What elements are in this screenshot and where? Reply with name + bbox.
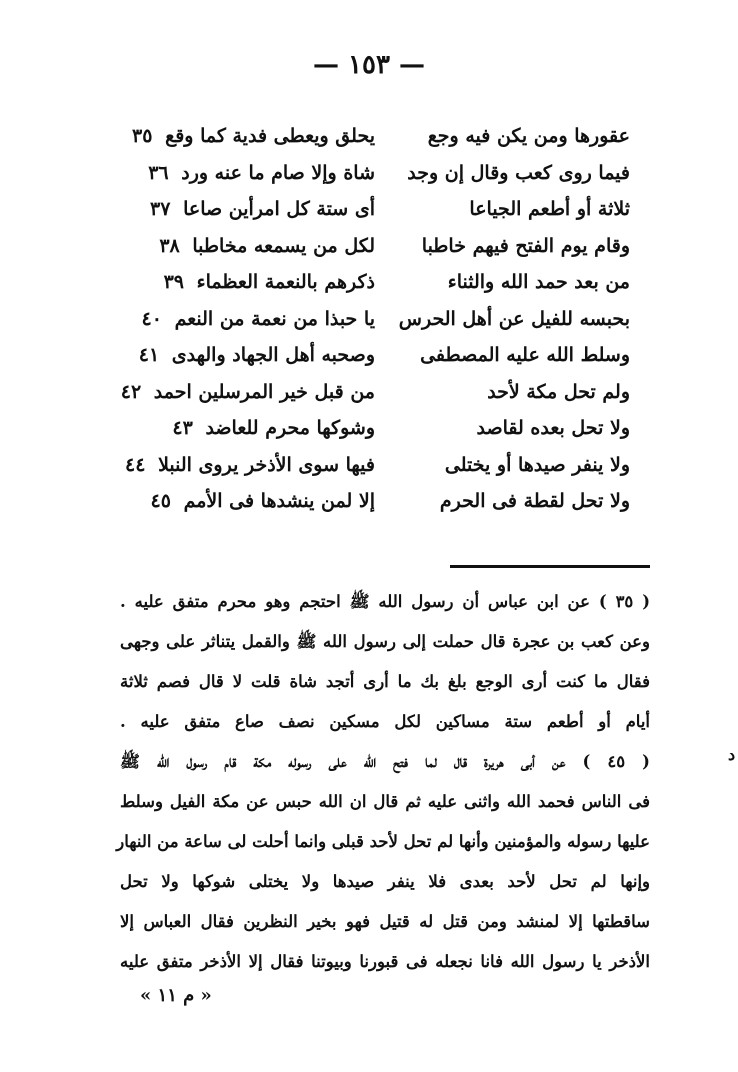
verse-second-hemistich [120,380,375,403]
verse-second-hemistich [138,344,375,367]
verse-second-hemistich-text: يحلق ويعطى فدية كما وقع [165,125,375,148]
verse-number: ٣٥ [132,125,153,148]
footnotes-block [116,582,651,982]
footnote-line: ( ٤٥ ) عن أبى هريرة قال لما فتح الله على رسوله مكة قام رسول الله ﷺ [120,752,650,771]
verse-second-hemistich-text: ذكرهم بالنعمة العظماء [196,271,375,294]
verse-first-hemistich: ولا ينفر صيدها أو يختلى [444,453,630,476]
footnote-line: فى الناس فحمد الله واثنى عليه ثم قال ان الله حبس عن مكة الفيل وسلط [120,792,650,811]
verse-second-hemistich [141,307,375,330]
verse-second-hemistich-text: فيها سوى الأذخر يروى النبلا [158,453,375,476]
poem-verse [120,374,630,411]
footnote-line: عليها رسوله والمؤمنين وأنها لم تحل لأحد قبلى وانما أحلت لى ساعة من النهار [116,832,650,851]
poem-verse [150,483,630,520]
verse-second-hemistich [125,453,375,476]
poem-block [120,118,630,520]
poem-verse [150,155,630,192]
verse-number: ٤٥ [150,490,171,513]
poem-verse [141,301,630,338]
verse-first-hemistich: وقام يوم الفتح فيهم خاطبا [421,234,630,257]
verse-first-hemistich: وسلط الله عليه المصطفى [420,344,630,367]
verse-number: ٤٢ [120,380,142,403]
poem-verse [150,228,630,265]
footnote-line: ( ٣٥ ) عن ابن عباس أن رسول الله ﷺ احتجم وهو محرم متفق عليه . [120,592,651,611]
verse-second-hemistich-text: لكل من يسمعه مخاطبا [192,234,375,257]
verse-first-hemistich: ولا تحل لقطة فى الحرم [439,490,630,513]
verse-number: ٣٨ [159,234,180,257]
verse-second-hemistich-text: يا حبذا من نعمة من النعم [174,307,375,330]
verse-first-hemistich: عقورها ومن يكن فيه وجع [427,125,630,148]
poem-verse [150,264,630,301]
verse-first-hemistich: ثلاثة أو أطعم الجياعا [469,198,630,221]
verse-second-hemistich-text: من قبل خير المرسلين احمد [153,380,375,403]
footnote-line: وعن كعب بن عجرة قال حملت إلى رسول الله ﷺ والقمل يتناثر على وجهى [120,632,650,651]
poem-verse [138,337,630,374]
verse-number: ٣٧ [150,198,171,221]
verse-second-hemistich-text: أى ستة كل امرأين صاعا [183,198,375,221]
verse-first-hemistich: من بعد حمد الله والثناء [447,271,630,294]
verse-second-hemistich [150,271,375,293]
footnote-separator [450,565,650,568]
verse-number: ٣٩ [163,271,185,294]
verse-first-hemistich: فيما روى كعب وقال إن وجد [407,161,630,184]
verse-first-hemistich: بحبسه للفيل عن أهل الحرس [398,307,630,330]
poem-verse [125,447,630,484]
verse-number: ٤٤ [125,453,146,476]
verse-second-hemistich-text: شاة وإلا صام ما عنه ورد [181,161,375,184]
signature-mark: « م ١١ » [140,985,212,1006]
poem-verse [132,118,630,155]
footnote-line: فقال ما كنت أرى الوجع بلغ بك ما أرى أتجد شاة قلت لا قال فصم ثلاثة [120,672,650,691]
footnote-line: ساقطتها إلا لمنشد ومن قتل له قتيل فهو بخير النظرين فقال العباس إلا [120,912,650,931]
verse-number: ٤٠ [141,307,162,330]
verse-second-hemistich-text: وصحبه أهل الجهاد والهدى [171,344,375,367]
verse-first-hemistich: ولم تحل مكة لأحد [487,380,630,403]
verse-second-hemistich [132,125,375,148]
verse-second-hemistich [150,198,375,220]
page-number: — ١٥٣ — [312,50,426,80]
verse-second-hemistich [150,162,375,184]
footnote-line: أيام أو أطعم ستة مساكين لكل مسكين نصف صاع متفق عليه . [120,712,650,731]
poem-verse [150,410,630,447]
verse-second-hemistich-text: إلا لمن ينشدها فى الأمم [183,490,375,513]
verse-second-hemistich [150,417,375,439]
verse-second-hemistich-text: وشوكها محرم للعاضد [205,417,375,440]
verse-second-hemistich [150,235,375,257]
verse-second-hemistich [150,490,375,512]
verse-number: ٤١ [138,344,160,367]
verse-number: ٤٣ [172,417,193,440]
footnote-line: وإنها لم تحل لأحد بعدى فلا ينفر صيدها ولا يختلى شوكها ولا تحل [120,872,650,891]
poem-verse [150,191,630,228]
footnote-line: الأذخر يا رسول الله فانا نجعله فى قبورنا وبيوتنا فقال إلا الأذخر متفق عليه [120,952,650,971]
verse-number: ٣٦ [148,161,169,184]
margin-mark: د [728,745,736,764]
verse-first-hemistich: ولا تحل بعده لقاصد [476,417,630,440]
